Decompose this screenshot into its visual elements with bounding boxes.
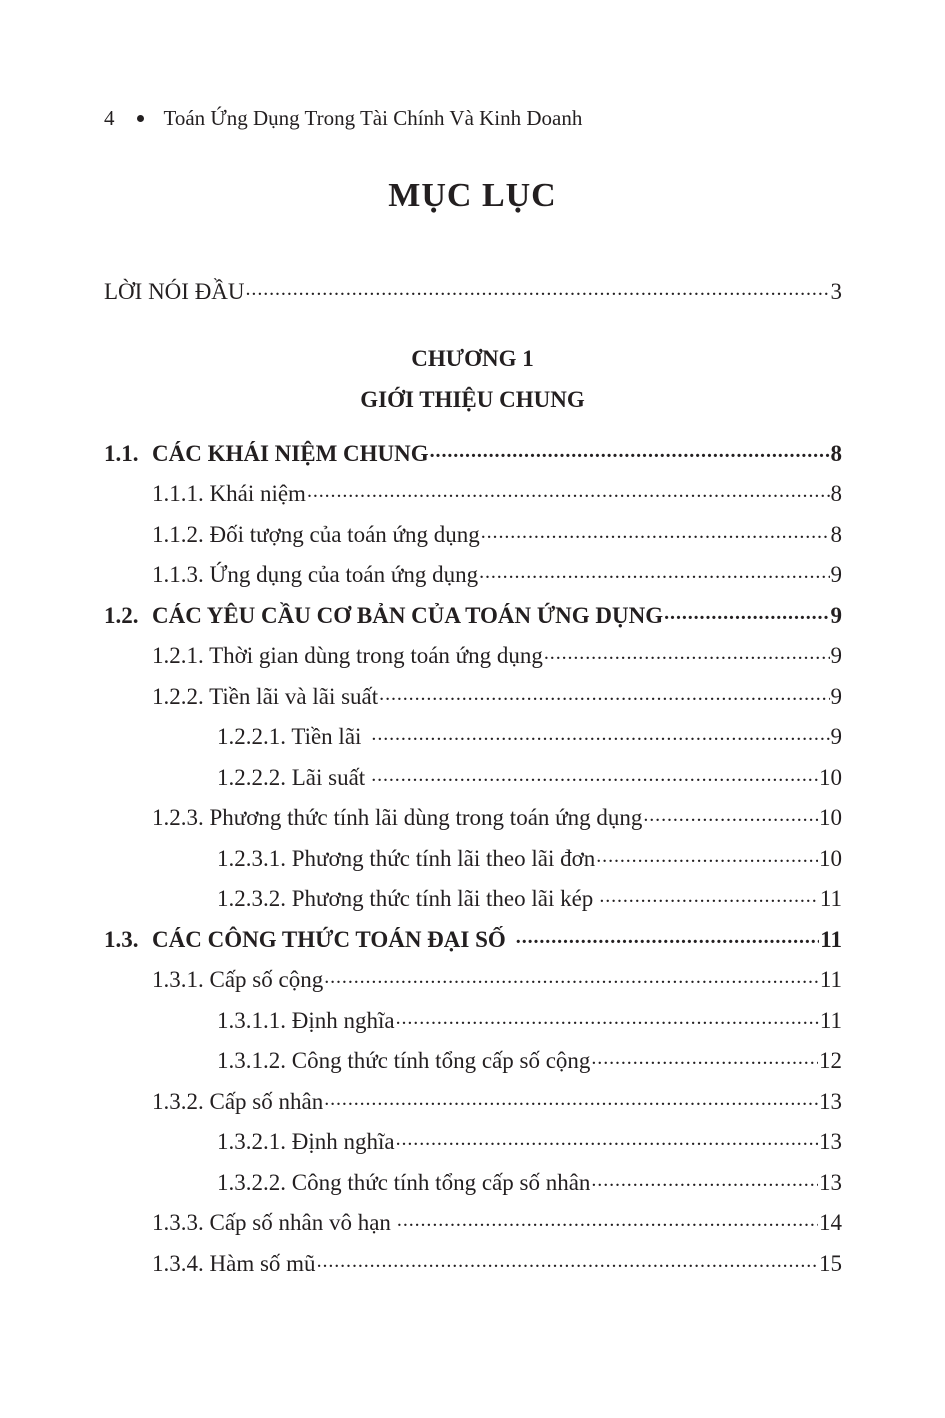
toc-entry-1-1-3[interactable]: [152, 560, 842, 590]
toc-entry-label: 1.3.2. Cấp số nhân: [152, 1089, 324, 1114]
toc-entry-label: 1.3.2.1. Định nghĩa: [217, 1129, 395, 1154]
dot-leader: [591, 1168, 818, 1190]
toc-entry-page: 3: [830, 279, 842, 304]
toc-entry-page: 13: [819, 1129, 842, 1154]
dot-leader: [307, 479, 830, 501]
dot-leader: [516, 925, 819, 947]
toc-entry-label: 1.3.2.2. Công thức tính tổng cấp số nhân: [217, 1170, 591, 1195]
toc-entry-label: CÁC YÊU CẦU CƠ BẢN CỦA TOÁN ỨNG DỤNG: [152, 603, 664, 628]
toc-entry-page: 10: [819, 765, 842, 790]
toc-section-1-2[interactable]: [104, 601, 842, 631]
toc-entry-label: 1.2.3.1. Phương thức tính lãi theo lãi đơn: [217, 846, 596, 871]
dot-leader: [324, 965, 819, 987]
toc-entry-label: 1.2.3. Phương thức tính lãi dùng trong toán ứng dụng: [152, 805, 643, 830]
toc-entry-label: LỜI NÓI ĐẦU: [104, 279, 245, 304]
chapter-label: CHƯƠNG 1: [411, 346, 534, 371]
dot-leader: [643, 803, 818, 825]
toc-entry-page: 11: [819, 1008, 842, 1033]
toc-entry-page: 15: [819, 1251, 842, 1276]
toc-entry-label: 1.2.2. Tiền lãi và lãi suất: [152, 684, 379, 709]
toc-entry-page: 8: [830, 522, 842, 547]
running-header: [104, 106, 582, 131]
toc-entry-label: 1.3.1. Cấp số cộng: [152, 967, 324, 992]
toc-entry-1-1-1[interactable]: [152, 479, 842, 509]
toc-entry-page: 11: [819, 967, 842, 992]
toc-entry-1-3-2-2[interactable]: [217, 1168, 842, 1198]
page-number: 4: [104, 106, 115, 130]
toc-entry-label: 1.1.3. Ứng dụng của toán ứng dụng: [152, 562, 479, 587]
toc-entry-page: 12: [819, 1048, 842, 1073]
section-number: 1.1.: [104, 441, 139, 466]
dot-leader: [479, 560, 829, 582]
toc-entry-label: 1.3.3. Cấp số nhân vô hạn: [152, 1210, 391, 1235]
dot-leader: [397, 1208, 818, 1230]
toc-entry-1-2-2[interactable]: [152, 682, 842, 712]
toc-entry-1-2-2-1[interactable]: [217, 722, 842, 752]
dot-leader: [664, 601, 829, 623]
toc-entry-page: 11: [820, 927, 842, 952]
dot-leader: [544, 641, 830, 663]
section-number: 1.3.: [104, 927, 139, 952]
toc-entry-label: 1.3.1.1. Định nghĩa: [217, 1008, 395, 1033]
toc-entry-page: 9: [830, 562, 842, 587]
toc-entry-1-2-3-2[interactable]: [217, 884, 842, 914]
toc-entry-1-3-2-1[interactable]: [217, 1127, 842, 1157]
toc-entry-label: 1.3.1.2. Công thức tính tổng cấp số cộng: [217, 1048, 591, 1073]
toc-entry-label: 1.1.1. Khái niệm: [152, 481, 306, 506]
section-number: 1.2.: [104, 603, 139, 628]
bullet-icon: [137, 115, 144, 122]
dot-leader: [317, 1249, 818, 1271]
dot-leader: [481, 520, 830, 542]
toc-entry-1-3-1-2[interactable]: [217, 1046, 842, 1076]
toc-title: MỤC LỤC: [388, 177, 557, 214]
book-title: Toán Ứng Dụng Trong Tài Chính Và Kinh Doanh: [163, 106, 583, 130]
toc-entry-label: CÁC CÔNG THỨC TOÁN ĐẠI SỐ: [152, 927, 506, 952]
toc-entry-1-2-1[interactable]: [152, 641, 842, 671]
toc-entry-page: 9: [830, 603, 842, 628]
toc-entry-1-2-2-2[interactable]: [217, 763, 842, 793]
toc-entry-page: 10: [819, 805, 842, 830]
dot-leader: [599, 884, 819, 906]
toc-entry-1-1-2[interactable]: [152, 520, 842, 550]
dot-leader: [396, 1127, 818, 1149]
toc-entry-label: 1.2.3.2. Phương thức tính lãi theo lãi kép: [217, 886, 594, 911]
toc-entry-page: 9: [830, 724, 842, 749]
toc-entry-label: 1.1.2. Đối tượng của toán ứng dụng: [152, 522, 480, 547]
toc-entry-1-3-2[interactable]: [152, 1087, 842, 1117]
dot-leader: [246, 277, 830, 299]
toc-entry-1-3-3[interactable]: [152, 1208, 842, 1238]
dot-leader: [324, 1087, 818, 1109]
toc-entry-page: 9: [830, 643, 842, 668]
toc-entry-page: 8: [830, 481, 842, 506]
toc-entry-page: 13: [819, 1089, 842, 1114]
dot-leader: [379, 682, 829, 704]
toc-entry-preface[interactable]: [104, 277, 842, 307]
toc-entry-1-3-1-1[interactable]: [217, 1006, 842, 1036]
dot-leader: [591, 1046, 818, 1068]
toc-entry-1-2-3[interactable]: [152, 803, 842, 833]
chapter-name: GIỚI THIỆU CHUNG: [360, 387, 585, 412]
toc-entry-page: 9: [830, 684, 842, 709]
toc-section-1-3[interactable]: [104, 925, 842, 955]
toc-entry-label: CÁC KHÁI NIỆM CHUNG: [152, 441, 429, 466]
toc-entry-label: 1.2.2.1. Tiền lãi: [217, 724, 362, 749]
toc-entry-label: 1.3.4. Hàm số mũ: [152, 1251, 316, 1276]
toc-entry-page: 8: [830, 441, 842, 466]
toc-entry-label: 1.2.1. Thời gian dùng trong toán ứng dụng: [152, 643, 543, 668]
dot-leader: [396, 1006, 819, 1028]
toc-entry-1-3-1[interactable]: [152, 965, 842, 995]
dot-leader: [371, 722, 829, 744]
dot-leader: [430, 439, 830, 461]
toc-entry-page: 11: [819, 886, 842, 911]
toc-entry-page: 14: [819, 1210, 842, 1235]
toc-entry-1-2-3-1[interactable]: [217, 844, 842, 874]
toc-entry-1-3-4[interactable]: [152, 1249, 842, 1279]
toc-entry-page: 10: [819, 846, 842, 871]
dot-leader: [596, 844, 818, 866]
toc-section-1-1[interactable]: [104, 439, 842, 469]
toc-entry-page: 13: [819, 1170, 842, 1195]
toc-entry-label: 1.2.2.2. Lãi suất: [217, 765, 366, 790]
dot-leader: [371, 763, 818, 785]
